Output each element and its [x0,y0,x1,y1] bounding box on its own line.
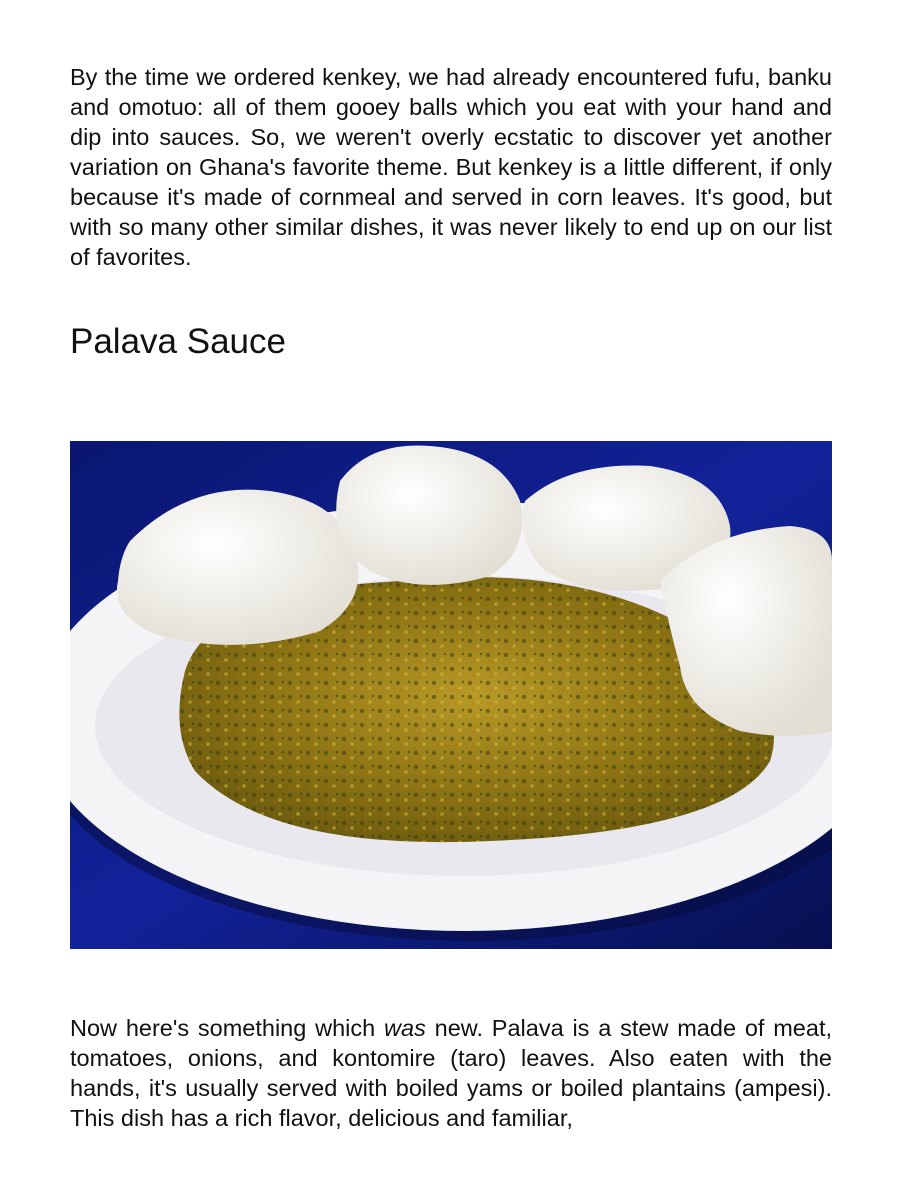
dish-photo [70,441,832,949]
dish-photo-svg [70,441,832,949]
body-paragraph-rest: new. Palava is a stew made of meat, tomatoes, onions, and kontomire (taro) leaves. Also eaten with the hands, it's usually served with boiled yams or boiled plantains (ampesi). This dish has a rich flavor, delicious and familiar, [70,1015,833,1131]
intro-paragraph: By the time we ordered kenkey, we had already encountered fufu, banku and omotuo: all of them gooey balls which you eat with your hand and dip into sauces. So, we weren't overly ecstatic to discover yet another variation on Ghana's favorite theme. But kenkey is a little different, if only because it's made of cornmeal and served in corn leaves. It's good, but with so many other similar dishes, it was never likely to end up on our list of favorites. [70,64,832,270]
section-heading: Palava Sauce [70,322,286,361]
body-paragraph [70,1013,832,1133]
body-paragraph-lead: Now here's something which [70,1015,385,1041]
body-paragraph-emphasis: was [384,1015,426,1041]
